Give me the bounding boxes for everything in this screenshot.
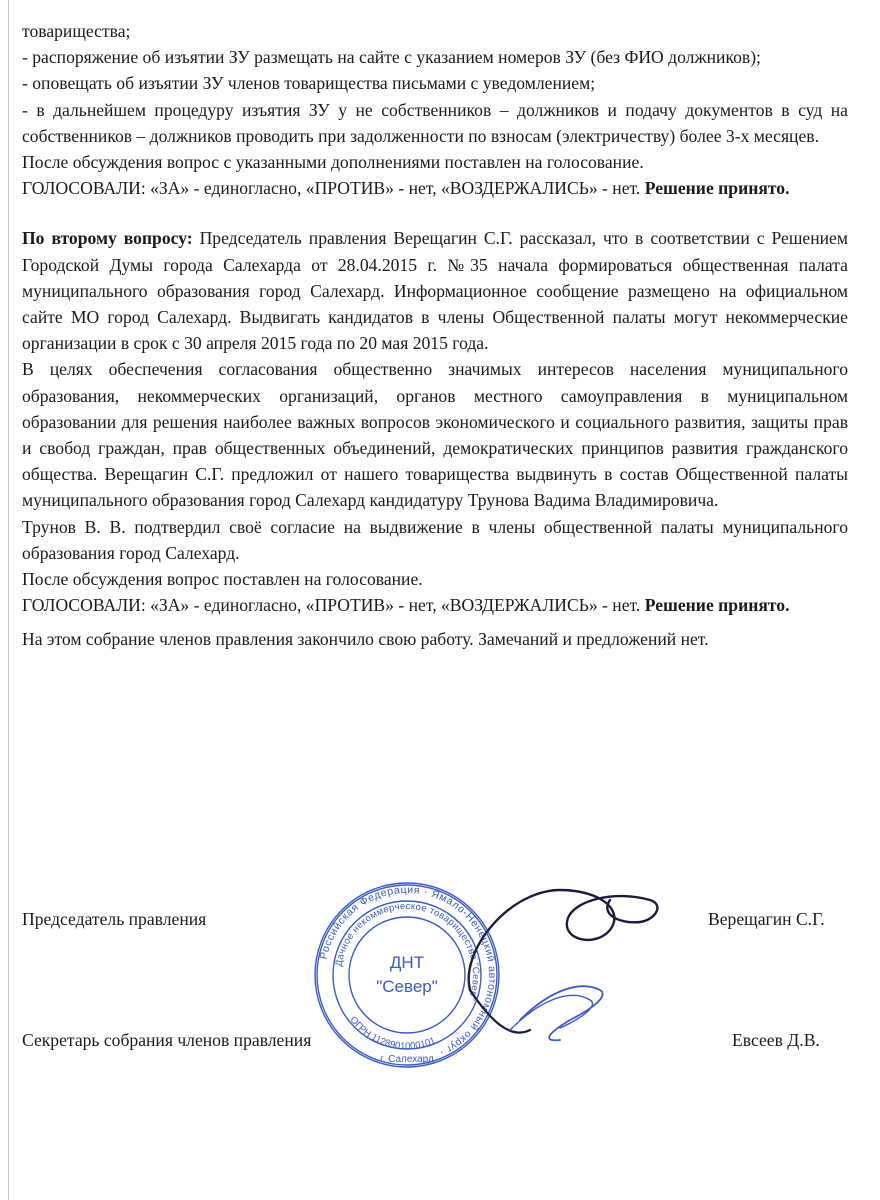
- paragraph-consent: Трунов В. В. подтвердил своё согласие на выдвижение в члены общественной палаты муниципального образования город Салехард.: [22, 516, 848, 563]
- paragraph-vote-proposal-2: После обсуждения вопрос поставлен на голосование.: [22, 569, 423, 590]
- list-item-disposal-publication: - распоряжение об изъятии ЗУ размещать на сайте с указанием номеров ЗУ (без ФИО должников);: [22, 47, 761, 68]
- stamp-ogrn: ОГРН 1128901000101: [347, 1014, 438, 1053]
- list-item-procedure: - в дальнейшем процедуру изъятия ЗУ у не собственников – должников и подачу документов в суд на собственников – должников проводить при задолженности по взносам (электричеству) более 3-х месяцев.: [22, 99, 848, 146]
- stamp-center-line1: ДНТ: [389, 953, 425, 972]
- secretary-name: Евсеев Д.В.: [732, 1030, 820, 1050]
- paragraph-second-question: [22, 225, 848, 356]
- secretary-title: Секретарь собрания членов правления: [22, 1030, 312, 1050]
- second-question-heading: По второму вопросу:: [22, 228, 193, 249]
- vote-result-text: ГОЛОСОВАЛИ: «ЗА» - единогласно, «ПРОТИВ» - нет, «ВОЗДЕРЖАЛИСЬ» - нет.: [22, 595, 645, 616]
- chairman-title: Председатель правления: [22, 909, 207, 929]
- page-margin-line: [8, 0, 9, 1200]
- handwritten-signature: [450, 870, 680, 1070]
- stamp-center-line2: "Север": [376, 977, 438, 996]
- paragraph-closing: На этом собрание членов правления закончило свою работу. Замечаний и предложений нет.: [22, 629, 709, 650]
- paragraph-vote-result-2: [22, 592, 848, 618]
- paragraph-vote-result-1: [22, 175, 848, 201]
- paragraph-continuation: товарищества;: [22, 21, 131, 41]
- decision-adopted-label: Решение принято.: [644, 595, 790, 616]
- stamp-outer-text: Российская Федерация · Ямало-Ненецкий автономный округ ·: [317, 883, 499, 1060]
- stamp-city: г. Салехард: [380, 1054, 434, 1065]
- stamp-inner-text: Дачное некоммерческое товарищество "Север": [333, 900, 482, 1002]
- paragraph-vote-proposal-1: После обсуждения вопрос с указанными дополнениями поставлен на голосование.: [22, 152, 644, 173]
- decision-adopted-label: Решение принято.: [644, 178, 790, 199]
- svg-text:ОГРН 1128901000101: [348, 1015, 438, 1052]
- second-question-text: Председатель правления Верещагин С.Г. рассказал, что в соответствии с Решением Городской Думы города Салехарда от 28.04.2015 г. №35 начала формироваться общественная палата муниципального образования город Салехард. Информационное сообщение размещено на официальном сайте МО город Салехард. Выдвигать кандидатов в члены Общественной палаты могут некоммерческие организации в срок с 30 апреля 2015 года по 20 мая 2015 года.: [22, 228, 848, 354]
- list-item-notify-members: - оповещать об изъятии ЗУ членов товарищества письмами с уведомлением;: [22, 73, 596, 94]
- paragraph-purpose: В целях обеспечения согласования общественно значимых интересов населения муниципального образования, некоммерческих организаций, органов местного самоуправления в муниципальном образовании для решения наиболее важных вопросов экономического и социального развития, защиты прав и свобод граждан, прав общественных объединений, демократических принципов развития гражданского общества. Верещагин С.Г. предложил от нашего товарищества выдвинуть в состав Общественной палаты муниципального образования город Салехард кандидатуру Трунова Вадима Владимировича.: [22, 359, 848, 511]
- vote-result-text: ГОЛОСОВАЛИ: «ЗА» - единогласно, «ПРОТИВ» - нет, «ВОЗДЕРЖАЛИСЬ» - нет.: [22, 178, 645, 199]
- chairman-name: Верещагин С.Г.: [708, 909, 825, 929]
- document-body: [22, 18, 848, 653]
